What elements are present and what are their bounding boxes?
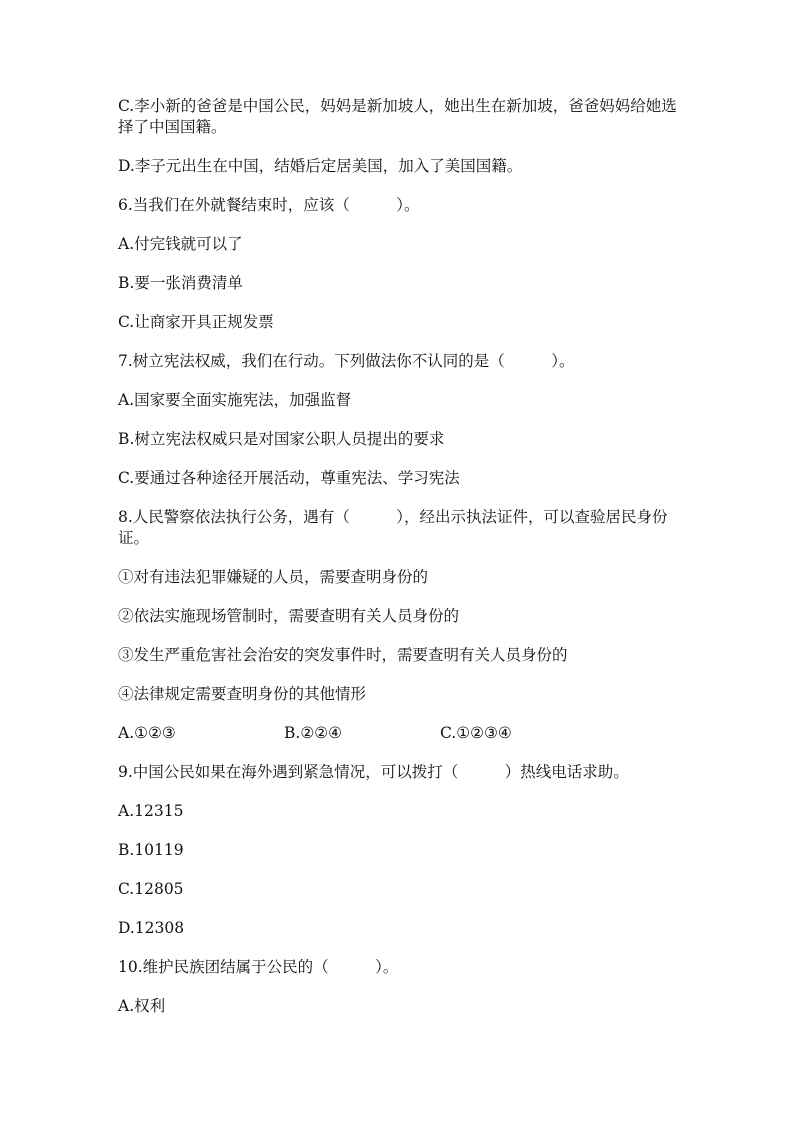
q8-item-3: ③发生严重危害社会治安的突发事件时，需要查明有关人员身份的 xyxy=(118,646,568,664)
q9-stem: 9.中国公民如果在海外遇到紧急情况，可以拨打（ ）热线电话求助。 xyxy=(118,763,629,781)
q6-option-b: B.要一张消费清单 xyxy=(118,274,243,292)
q8-option-a: A.①②③ xyxy=(118,724,176,742)
q10-stem: 10.维护民族团结属于公民的（ ）。 xyxy=(118,958,399,976)
q5-option-d: D.李子元出生在中国，结婚后定居美国，加入了美国国籍。 xyxy=(118,157,523,175)
q7-option-c: C.要通过各种途径开展活动，尊重宪法、学习宪法 xyxy=(118,469,460,487)
q6-option-a: A.付完钱就可以了 xyxy=(118,235,243,253)
document-page xyxy=(118,96,678,1035)
q9-option-a: A.12315 xyxy=(118,802,184,820)
q8-options xyxy=(118,723,678,744)
q7-stem: 7.树立宪法权威，我们在行动。下列做法你不认同的是（ ）。 xyxy=(118,352,575,370)
q8-option-b: B.②②④ xyxy=(284,724,343,742)
q6-option-c: C.让商家开具正规发票 xyxy=(118,313,274,331)
q7-option-a: A.国家要全面实施宪法，加强监督 xyxy=(118,391,352,409)
q8-option-c: C.①②③④ xyxy=(440,724,512,742)
q8-stem: 8.人民警察依法执行公务，遇有（ ），经出示执法证件，可以查验居民身份证。 xyxy=(118,508,668,547)
q10-option-a: A.权利 xyxy=(118,997,166,1015)
q9-option-d: D.12308 xyxy=(118,919,185,937)
q9-option-c: C.12805 xyxy=(118,880,184,898)
q6-stem: 6.当我们在外就餐结束时，应该（ ）。 xyxy=(118,196,420,214)
q8-item-2: ②依法实施现场管制时，需要查明有关人员身份的 xyxy=(118,607,460,625)
q7-option-b: B.树立宪法权威只是对国家公职人员提出的要求 xyxy=(118,430,445,448)
q9-option-b: B.10119 xyxy=(118,841,184,859)
q8-item-4: ④法律规定需要查明身份的其他情形 xyxy=(118,685,367,703)
q8-item-1: ①对有违法犯罪嫌疑的人员，需要查明身份的 xyxy=(118,568,429,586)
q5-option-c: C.李小新的爸爸是中国公民，妈妈是新加坡人，她出生在新加坡，爸爸妈妈给她选择了中国国籍。 xyxy=(118,97,677,136)
